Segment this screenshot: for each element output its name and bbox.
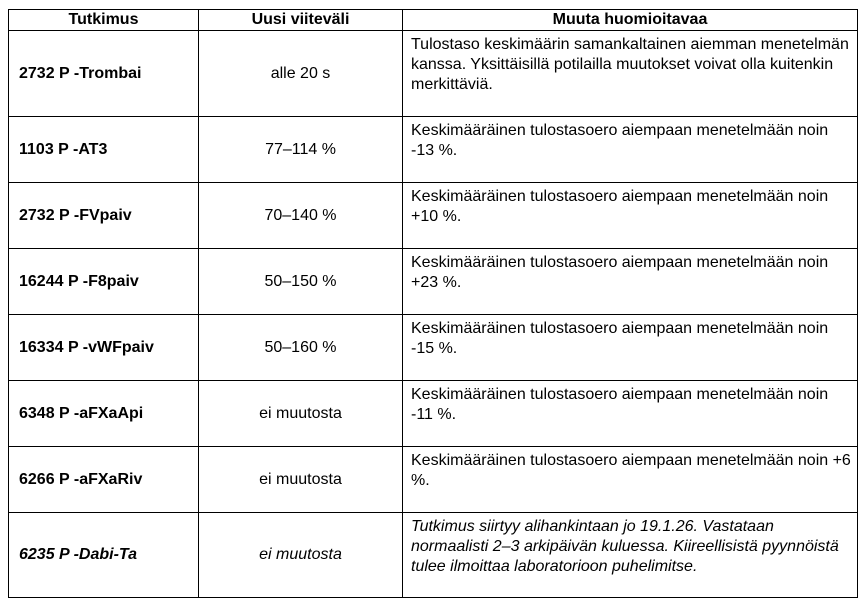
note: Keskimääräinen tulostasoero aiempaan menetelmään noin +23 %. <box>403 249 858 315</box>
test-name: 16334 P -vWFpaiv <box>9 315 199 381</box>
reference-range-table <box>8 9 858 598</box>
note: Keskimääräinen tulostasoero aiempaan menetelmään noin -11 %. <box>403 381 858 447</box>
note: Keskimääräinen tulostasoero aiempaan menetelmään noin -13 %. <box>403 117 858 183</box>
new-range: ei muutosta <box>199 447 403 513</box>
test-name: 2732 P -FVpaiv <box>9 183 199 249</box>
table-row <box>9 31 858 117</box>
table-row <box>9 183 858 249</box>
new-range: 50–160 % <box>199 315 403 381</box>
note: Keskimääräinen tulostasoero aiempaan menetelmään noin -15 %. <box>403 315 858 381</box>
note: Keskimääräinen tulostasoero aiempaan menetelmään noin +10 %. <box>403 183 858 249</box>
new-range: ei muutosta <box>199 381 403 447</box>
table-row <box>9 447 858 513</box>
note: Tulostaso keskimäärin samankaltainen aiemman menetelmän kanssa. Yksittäisillä potilailla muutokset voivat olla kuitenkin merkittäviä. <box>403 31 858 117</box>
new-range: ei muutosta <box>199 513 403 598</box>
new-range: 50–150 % <box>199 249 403 315</box>
header-new-range: Uusi viiteväli <box>199 10 403 31</box>
table-row <box>9 117 858 183</box>
table-row <box>9 315 858 381</box>
table-row <box>9 513 858 598</box>
test-name: 2732 P -Trombai <box>9 31 199 117</box>
new-range: 77–114 % <box>199 117 403 183</box>
header-test: Tutkimus <box>9 10 199 31</box>
table-row <box>9 249 858 315</box>
note: Tutkimus siirtyy alihankintaan jo 19.1.26. Vastataan normaalisti 2–3 arkipäivän kuluessa. Kiireellisistä pyynnöistä tulee ilmoittaa laboratorioon puhelimitse. <box>403 513 858 598</box>
test-name: 1103 P -AT3 <box>9 117 199 183</box>
new-range: alle 20 s <box>199 31 403 117</box>
header-notes: Muuta huomioitavaa <box>403 10 858 31</box>
note: Keskimääräinen tulostasoero aiempaan menetelmään noin +6 %. <box>403 447 858 513</box>
new-range: 70–140 % <box>199 183 403 249</box>
test-name: 16244 P -F8paiv <box>9 249 199 315</box>
test-name: 6348 P -aFXaApi <box>9 381 199 447</box>
table-row <box>9 381 858 447</box>
test-name: 6235 P -Dabi-Ta <box>9 513 199 598</box>
test-name: 6266 P -aFXaRiv <box>9 447 199 513</box>
table-header-row <box>9 10 858 31</box>
